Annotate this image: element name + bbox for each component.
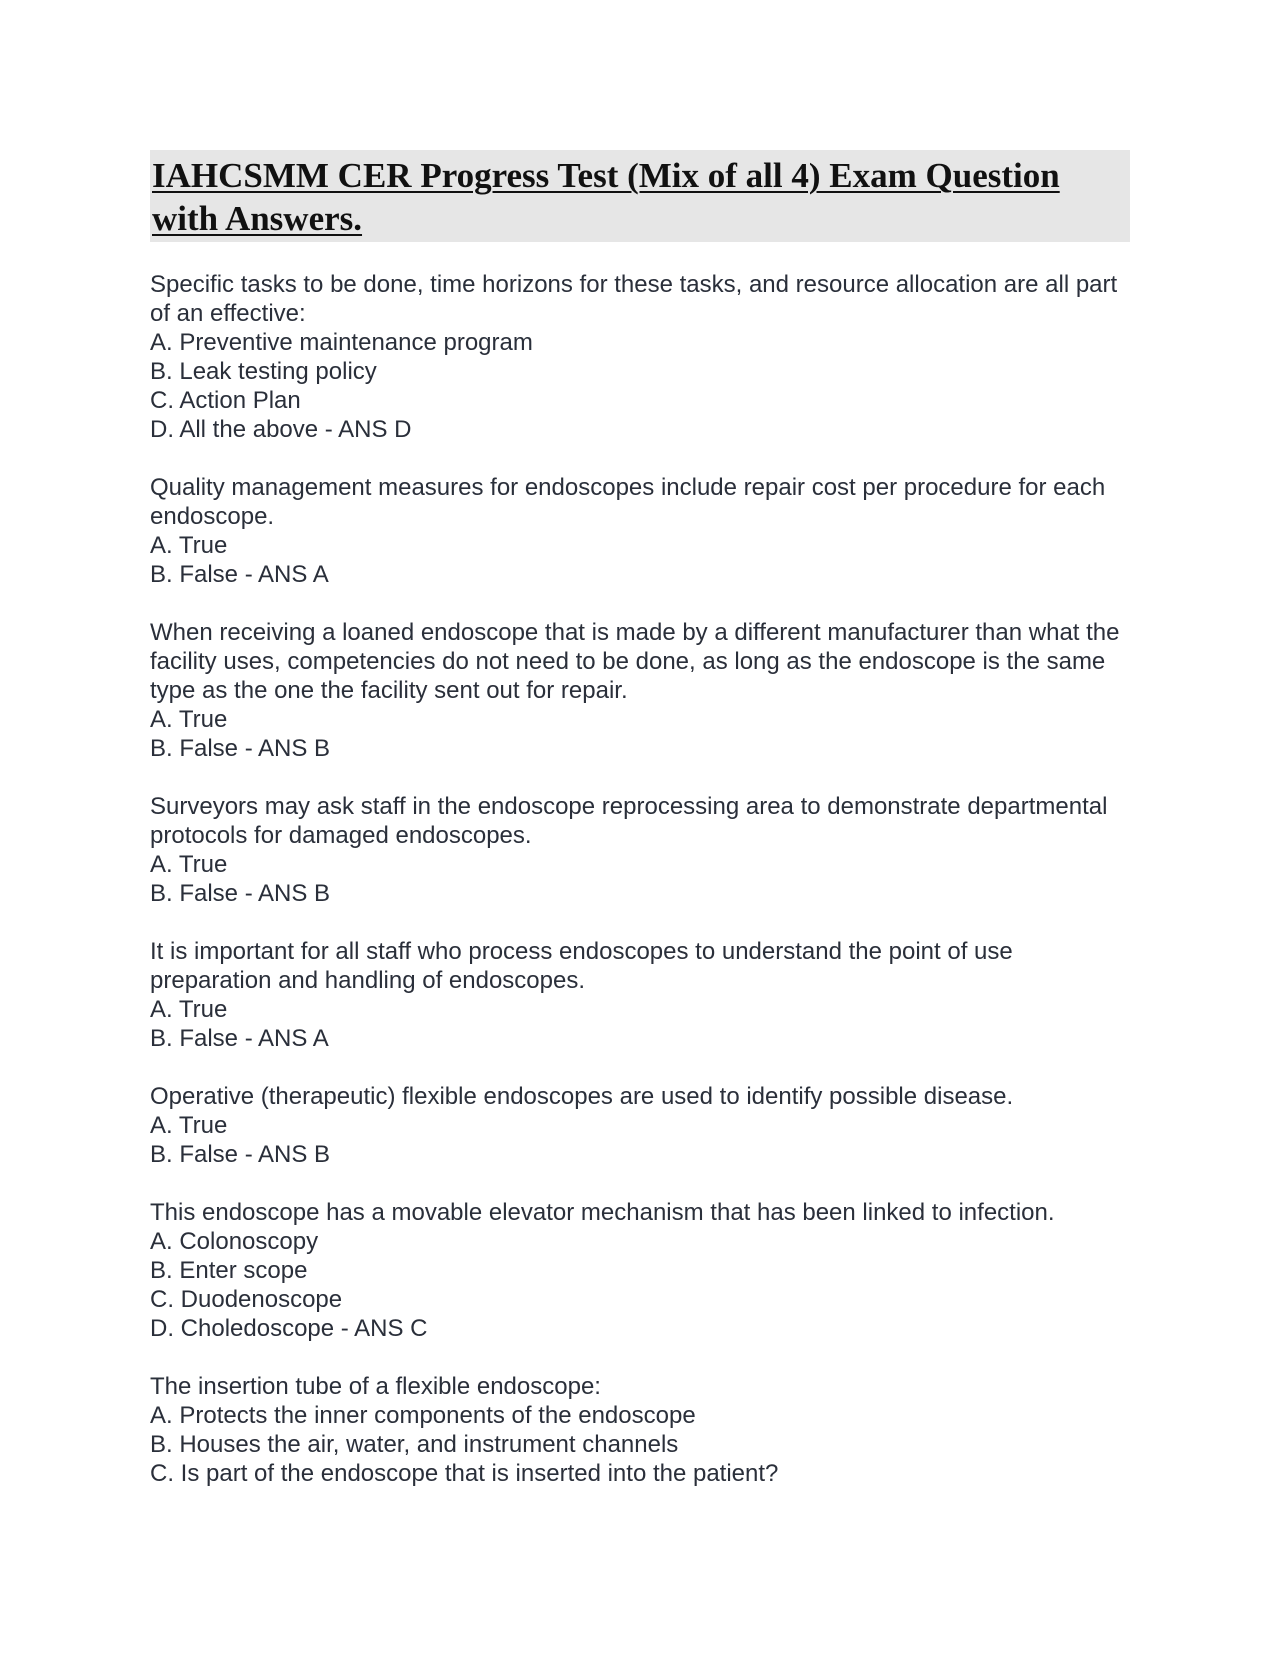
answer-option: B. False - ANS A [150, 1025, 329, 1052]
document-page [150, 150, 1130, 1517]
answer-option: A. True [150, 1112, 228, 1139]
answer-option: B. Houses the air, water, and instrument channels [150, 1431, 679, 1458]
answer-option: A. True [150, 851, 228, 878]
question-prompt: Surveyors may ask staff in the endoscope reprocessing area to demonstrate departmental protocols for damaged endoscopes. [150, 793, 1115, 849]
document-title: IAHCSMM CER Progress Test (Mix of all 4) Exam Question with Answers. [152, 156, 1060, 238]
question-block [150, 792, 1130, 908]
answer-option: B. Enter scope [150, 1257, 308, 1284]
question-prompt: It is important for all staff who process endoscopes to understand the point of use preparation and handling of endoscopes. [150, 938, 1020, 994]
question-prompt: The insertion tube of a flexible endoscope: [150, 1373, 601, 1400]
answer-option: D. All the above - ANS D [150, 416, 412, 443]
title-block [150, 150, 1130, 242]
answer-option: C. Duodenoscope [150, 1286, 343, 1313]
answer-option: A. Colonoscopy [150, 1228, 319, 1255]
answer-option: D. Choledoscope - ANS C [150, 1315, 428, 1342]
question-prompt: When receiving a loaned endoscope that is made by a different manufacturer than what the facility uses, competencies do not need to be done, as long as the endoscope is the same type as the one the facility sent out for repair. [150, 619, 1127, 704]
question-block [150, 937, 1130, 1053]
answer-option: B. False - ANS B [150, 880, 331, 907]
answer-option: A. True [150, 532, 228, 559]
question-prompt: Specific tasks to be done, time horizons for these tasks, and resource allocation are all part of an effective: [150, 271, 1124, 327]
answer-option: C. Is part of the endoscope that is inserted into the patient? [150, 1460, 779, 1487]
question-block [150, 618, 1130, 763]
question-block [150, 1082, 1130, 1169]
question-prompt: Quality management measures for endoscopes include repair cost per procedure for each endoscope. [150, 474, 1112, 530]
question-block [150, 473, 1130, 589]
answer-option: A. True [150, 706, 228, 733]
answer-option: A. Preventive maintenance program [150, 329, 533, 356]
question-block [150, 1372, 1130, 1488]
answer-option: B. False - ANS B [150, 1141, 331, 1168]
question-block [150, 1198, 1130, 1343]
question-prompt: Operative (therapeutic) flexible endoscopes are used to identify possible disease. [150, 1083, 1014, 1110]
answer-option: A. Protects the inner components of the endoscope [150, 1402, 696, 1429]
answer-option: C. Action Plan [150, 387, 301, 414]
answer-option: B. False - ANS B [150, 735, 331, 762]
answer-option: A. True [150, 996, 228, 1023]
answer-option: B. Leak testing policy [150, 358, 377, 385]
answer-option: B. False - ANS A [150, 561, 329, 588]
question-prompt: This endoscope has a movable elevator mechanism that has been linked to infection. [150, 1199, 1055, 1226]
question-block [150, 270, 1130, 444]
